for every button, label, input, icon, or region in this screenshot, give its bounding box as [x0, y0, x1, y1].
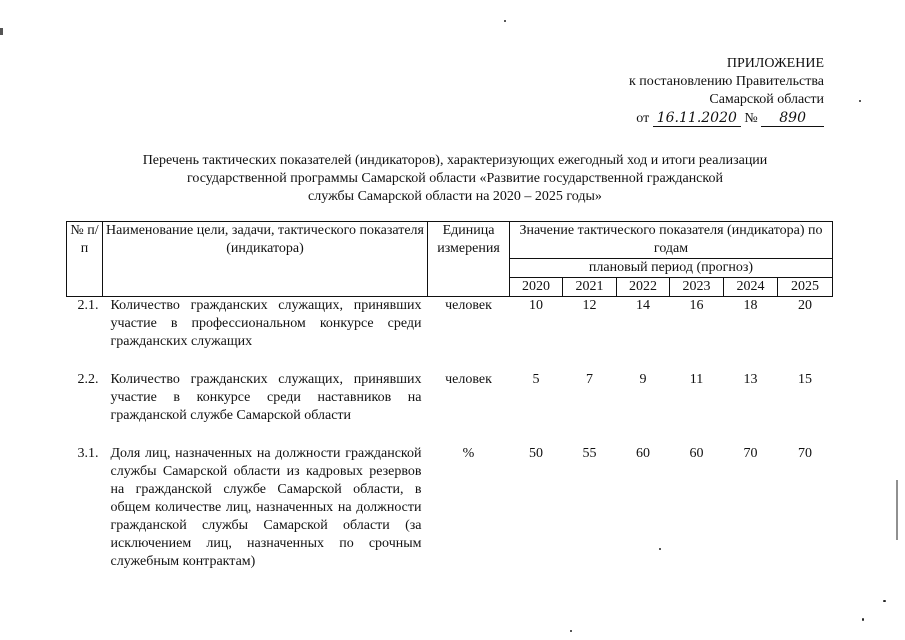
row-num: 3.1. [77, 446, 99, 461]
annex-line-2: Самарской области [709, 92, 824, 107]
row-name: Количество гражданских служащих, принявших участие в профессиональном конкурсе среди гражданских служащих [110, 298, 422, 349]
scan-speck [859, 100, 861, 102]
row-value: 7 [586, 372, 593, 387]
row-unit: % [462, 446, 475, 461]
scan-speck [570, 630, 572, 632]
row-spacer [67, 425, 833, 445]
row-unit: человек [445, 372, 492, 387]
row-value: 60 [636, 446, 650, 461]
header-year: 2024 [724, 278, 778, 297]
row-value: 14 [636, 298, 650, 313]
scan-edge-mark [0, 28, 3, 35]
header-planned: плановый период (прогноз) [510, 259, 833, 278]
table-row [67, 445, 833, 571]
header-name: Наименование цели, задачи, тактического показателя (индикатора) [103, 222, 428, 297]
header-year: 2022 [617, 278, 670, 297]
row-name: Количество гражданских служащих, принявших участие в конкурсе среди наставников на гражданской службе Самарской области [110, 372, 422, 423]
row-value: 55 [582, 446, 597, 461]
scan-edge-streak [896, 480, 898, 540]
handwritten-number: 890 [761, 110, 824, 127]
indicators-table [66, 221, 833, 571]
annex-block [629, 55, 824, 128]
row-value: 16 [689, 298, 704, 313]
row-unit: человек [445, 298, 492, 313]
handwritten-date: 16.11.2020 [653, 110, 741, 127]
row-value: 12 [582, 298, 597, 313]
row-num: 2.1. [77, 298, 99, 313]
header-unit: Единица измерения [428, 222, 510, 297]
annex-date-line [629, 109, 824, 128]
title-line-2: государственной программы Самарской области «Развитие государственной гражданской [187, 171, 723, 186]
header-year: 2021 [563, 278, 617, 297]
header-year: 2023 [670, 278, 724, 297]
row-value: 13 [743, 372, 758, 387]
row-num: 2.2. [77, 372, 99, 387]
row-value: 10 [529, 298, 543, 313]
header-values: Значение тактического показателя (индикатора) по годам [510, 222, 833, 259]
row-value: 60 [689, 446, 704, 461]
row-value: 20 [798, 298, 813, 313]
header-year: 2025 [778, 278, 833, 297]
row-spacer [67, 351, 833, 371]
row-value: 15 [798, 372, 813, 387]
scan-speck [504, 20, 506, 22]
table-row [67, 371, 833, 425]
row-value: 9 [639, 372, 647, 387]
number-prefix: № [744, 111, 758, 126]
row-value: 5 [532, 372, 540, 387]
scan-speck [883, 600, 886, 602]
title-line-3: службы Самарской области на 2020 – 2025 годы» [308, 189, 602, 204]
row-value: 70 [743, 446, 758, 461]
header-year: 2020 [510, 278, 563, 297]
row-value: 18 [743, 298, 758, 313]
row-value: 11 [689, 372, 704, 387]
document-title [60, 152, 850, 206]
row-value: 70 [798, 446, 813, 461]
row-name: Доля лиц, назначенных на должности гражданской службы Самарской области из кадровых резервов на гражданской службе Самарской области, в общем количестве лиц, назначенных на должности гражданской службы Самарской области (за исключением лиц, назначенных по срочным служебным контрактам) [110, 446, 422, 569]
annex-line-1: к постановлению Правительства [628, 74, 824, 89]
date-prefix: от [636, 111, 650, 126]
scan-speck [659, 548, 661, 550]
scan-speck [862, 618, 864, 621]
table-row [67, 297, 833, 352]
annex-heading: ПРИЛОЖЕНИЕ [726, 56, 824, 71]
title-line-1: Перечень тактических показателей (индикаторов), характеризующих ежегодный ход и итоги реализации [142, 153, 768, 168]
row-value: 50 [529, 446, 543, 461]
header-num: № п/п [67, 222, 103, 297]
